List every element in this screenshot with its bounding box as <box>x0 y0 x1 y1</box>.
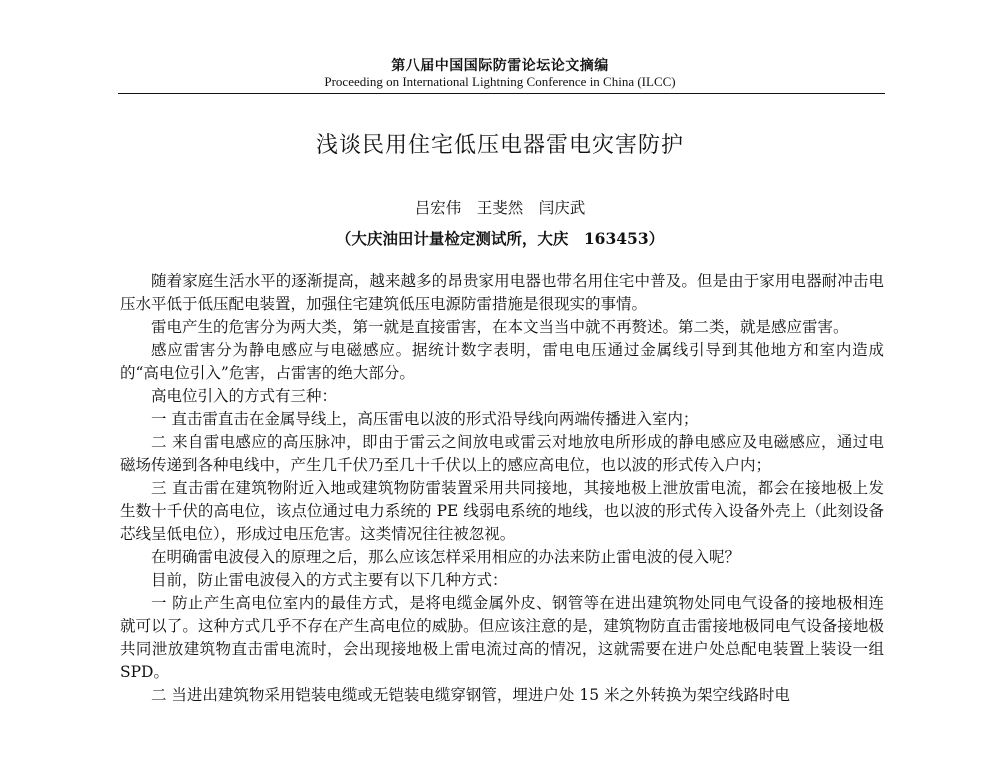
paragraph: 一 防止产生高电位室内的最佳方式，是将电缆金属外皮、钢管等在进出建筑物处同电气设备的接地极相连就可以了。这种方式几乎不存在产生高电位的威胁。但应该注意的是，建筑物防直击雷接地极同电气设备接地极共同泄放建筑物直击雷电流时，会出现接地极上雷电流过高的情况，这就需要在进户处总配电装置上装设一组 SPD。 <box>120 594 884 681</box>
article-authors: 吕宏伟 王斐然 闫庆武 <box>414 199 586 217</box>
paragraph: 二 当进出建筑物采用铠装电缆或无铠装电缆穿钢管，埋进户处 15 米之外转换为架空线路时电 <box>151 686 791 704</box>
article-body <box>120 270 884 707</box>
header-rule <box>118 93 885 94</box>
article-title: 浅谈民用住宅低压电器雷电灾害防护 <box>315 133 684 158</box>
paragraph: 高电位引入的方式有三种： <box>151 387 338 405</box>
article-affiliation: （大庆油田计量检定测试所，大庆 163453） <box>335 229 665 248</box>
paragraph: 二 来自雷电感应的高压脉冲，即由于雷云之间放电或雷云对地放电所形成的静电感应及电磁感应，通过电磁场传递到各种电线中，产生几千伏乃至几十千伏以上的感应高电位，也以波的形式传入户内； <box>120 433 884 474</box>
paragraph: 三 直击雷在建筑物附近入地或建筑物防雷装置采用共同接地，其接地极上泄放雷电流，都会在接地极上发生数十千伏的高电位，该点位通过电力系统的 PE 线弱电系统的地线，也以波的形式传入设备外壳上（此刻设备芯线呈低电位），形成过电压危害。这类情况往往被忽视。 <box>120 479 884 543</box>
paragraph: 目前，防止雷电波侵入的方式主要有以下几种方式： <box>151 571 508 589</box>
conference-header-chinese: 第八届中国国际防雷论坛论文摘编 <box>391 58 609 74</box>
paragraph: 在明确雷电波侵入的原理之后，那么应该怎样采用相应的办法来防止雷电波的侵入呢？ <box>151 548 741 566</box>
paragraph: 随着家庭生活水平的逐渐提高，越来越多的昂贵家用电器也带名用住宅中普及。但是由于家用电器耐冲击电压水平低于低压配电装置，加强住宅建筑低压电源防雷措施是很现实的事情。 <box>120 272 884 313</box>
conference-header-english: Proceeding on International Lightning Conference in China (ILCC) <box>324 74 676 89</box>
paragraph: 雷电产生的危害分为两大类，第一就是直接雷害，在本文当当中就不再赘述。第二类，就是感应雷害。 <box>151 318 849 336</box>
paragraph: 一 直击雷直击在金属导线上，高压雷电以波的形式沿导线向两端传播进入室内； <box>151 410 699 428</box>
paragraph: 感应雷害分为静电感应与电磁感应。据统计数字表明，雷电电压通过金属线引导到其他地方和室内造成的“高电位引入”危害，占雷害的绝大部分。 <box>120 341 884 382</box>
